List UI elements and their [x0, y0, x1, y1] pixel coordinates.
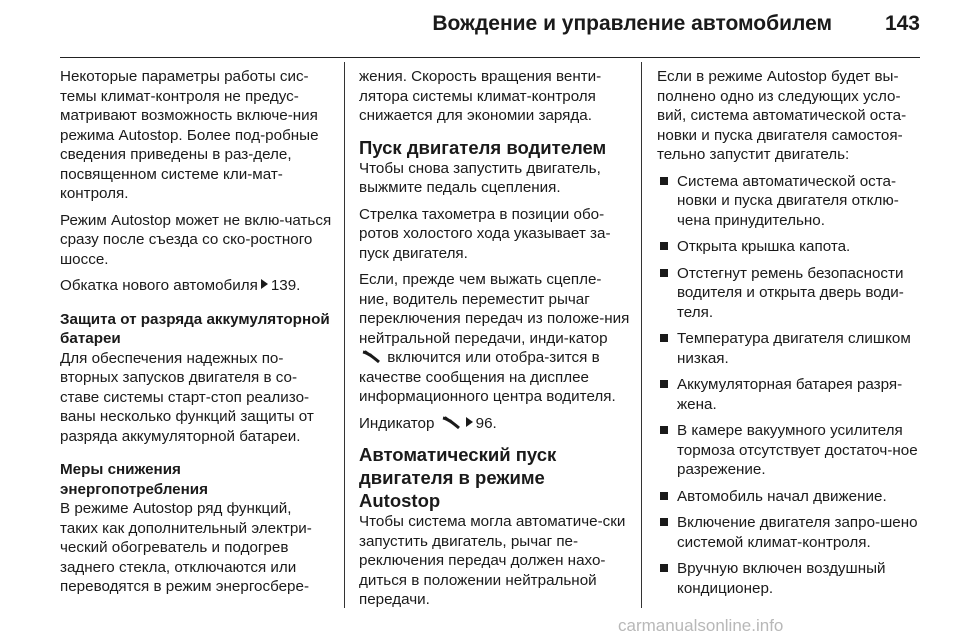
list-item-text: Отстегнут ремень безопасности водителя и открыта дверь води-теля. — [677, 264, 904, 321]
bullet-icon — [660, 426, 668, 434]
list-item — [657, 264, 924, 323]
list-item — [657, 375, 924, 414]
paragraph-indicator — [359, 270, 631, 407]
bullet-icon — [660, 564, 668, 572]
page-number: 143 — [884, 12, 920, 35]
paragraph: В режиме Autostop ряд функций, таких как дополнительный электри-ческий обогреватель и подогрев заднего стекла, отключаются или переводятся в режим энергосбере- — [60, 500, 312, 595]
reference-arrow-icon — [466, 417, 473, 427]
heading-power-saving: Меры снижения энергопотребления — [60, 461, 208, 498]
watermark: carmanualsonline.info — [618, 616, 784, 635]
paragraph: Режим Autostop может не вклю-чаться сразу после съезда со ско-ростного шоссе. — [60, 211, 332, 268]
list-item — [657, 513, 924, 552]
list-item-text: Открыта крышка капота. — [677, 238, 851, 255]
list-item — [657, 559, 924, 598]
header-rule — [60, 57, 920, 58]
paragraph-indicator-ref — [359, 414, 631, 434]
column-1 — [60, 67, 332, 604]
bullet-icon — [660, 492, 668, 500]
bullet-icon — [660, 242, 668, 250]
list-item-text: Аккумуляторная батарея разря-жена. — [677, 376, 903, 413]
indicator-label: Индикатор — [359, 414, 435, 432]
heading-auto-start: Автоматический пуск двигателя в режиме Autostop — [359, 444, 557, 511]
paragraph: Чтобы снова запустить двигатель, выжмите педаль сцепления. — [359, 159, 601, 196]
list-item — [657, 421, 924, 480]
heading-battery-protection: Защита от разряда аккумуляторной батареи — [60, 310, 330, 347]
paragraph: Для обеспечения надежных по-вторных запусков двигателя в со-ставе системы старт-стоп реализо-ваны несколько функций защиты от разряда аккумуляторной батареи. — [60, 349, 314, 445]
indicator-text-b: включится или отобра-зится в качестве сообщения на дисплее информационного центра водителя. — [359, 349, 616, 405]
list-item-text: Температура двигателя слишком низкая. — [677, 330, 911, 367]
bullet-icon — [660, 518, 668, 526]
column-3 — [657, 67, 924, 605]
paragraph: Некоторые параметры работы сис-темы климат-контроля не предус-матривают возможность включе-ния режима Autostop. Более под-робные сведения приведены в раз-деле, посвященном системе кли-мат-контроля. — [60, 68, 319, 202]
bullet-icon — [660, 269, 668, 277]
paragraph: жения. Скорость вращения венти-лятора системы климат-контроля снижается для экономии заряда. — [359, 68, 602, 124]
autostop-indicator-icon — [441, 416, 461, 430]
header-title: Вождение и управление автомобилем — [432, 12, 832, 35]
list-item — [657, 172, 924, 231]
list-item-text: Система автоматической оста-новки и пуска двигателя отклю-чена принудительно. — [677, 172, 899, 229]
paragraph: Стрелка тахометра в позиции обо-ротов холостого хода указывает за-пуск двигателя. — [359, 205, 611, 262]
column-divider-1 — [344, 62, 345, 608]
autostop-indicator-icon — [361, 350, 381, 364]
reference-arrow-icon — [261, 279, 268, 289]
list-item — [657, 487, 924, 507]
page-ref-link[interactable]: 139. — [270, 277, 301, 294]
condition-list — [657, 172, 924, 599]
break-in-text: Обкатка нового автомобиля — [60, 277, 258, 294]
list-item-text: В камере вакуумного усилителя тормоза отсутствует достаточ-ное разрежение. — [677, 422, 918, 478]
list-item — [657, 329, 924, 368]
page-header — [60, 0, 920, 58]
paragraph-break-in — [60, 276, 332, 296]
bullet-icon — [660, 334, 668, 342]
bullet-icon — [660, 177, 668, 185]
paragraph-intro: Если в режиме Autostop будет вы-полнено одно из следующих усло-вий, система автоматической оста-новки и пуска двигателя самостоя-тельно запустит двигатель: — [657, 68, 907, 163]
column-2 — [359, 67, 631, 617]
page-ref-link[interactable]: 96. — [475, 414, 497, 432]
list-item-text: Автомобиль начал движение. — [677, 487, 887, 505]
paragraph: Чтобы система могла автоматиче-ски запустить двигатель, рычаг пе-реключения передач должен нахо-диться в положении нейтральной передачи. — [359, 513, 626, 608]
list-item-text: Включение двигателя запро-шено системой климат-контроля. — [677, 514, 918, 551]
heading-driver-start: Пуск двигателя водителем — [359, 136, 607, 158]
indicator-text-a: Если, прежде чем выжать сцепле-ние, водитель переместит рычаг переключения передач из положе-ния нейтральной передачи, инди-катор — [359, 271, 630, 347]
column-divider-2 — [641, 62, 642, 608]
list-item-text: Вручную включен воздушный кондиционер. — [677, 560, 886, 597]
list-item — [657, 237, 924, 257]
bullet-icon — [660, 380, 668, 388]
